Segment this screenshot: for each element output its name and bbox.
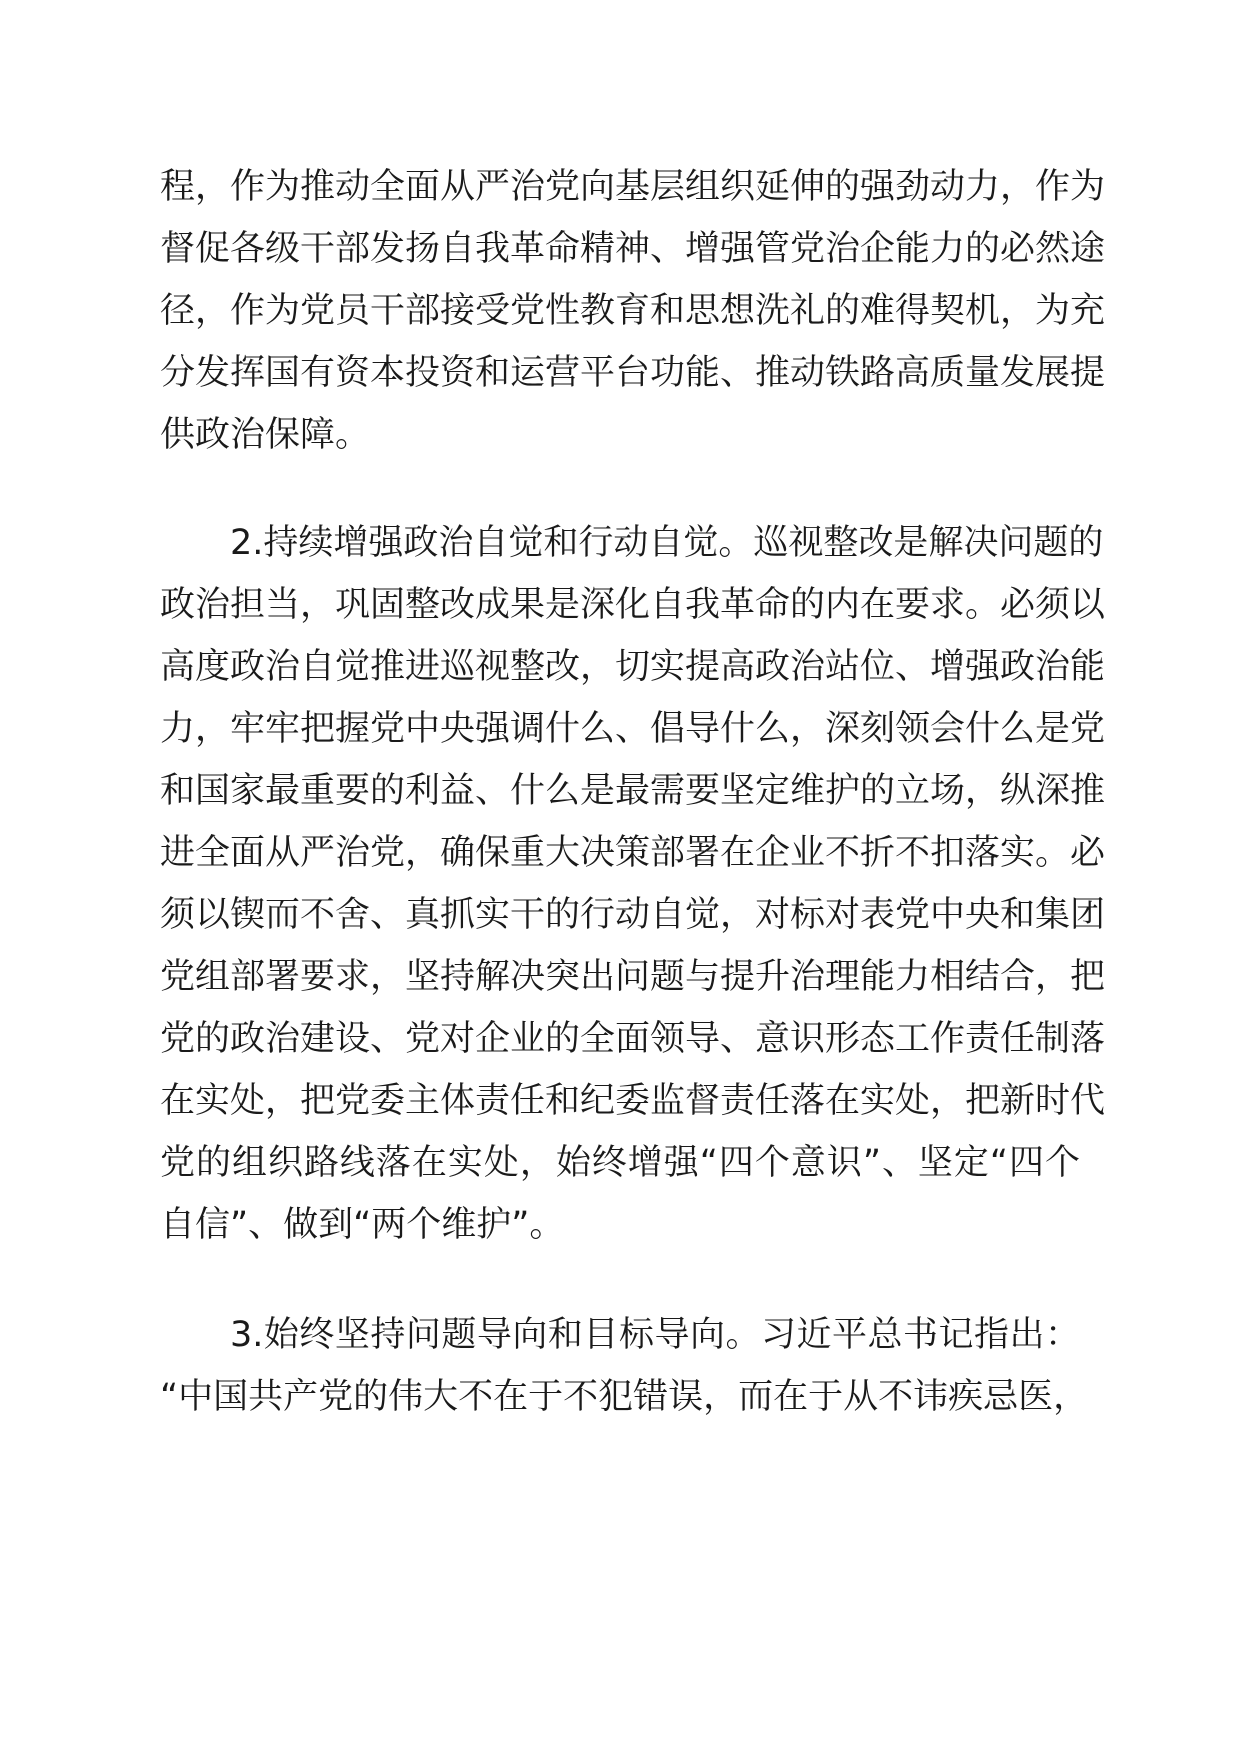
paragraph-2-line-11: 党的组织路线落在实处，始终增强“四个意识”、坚定“四个 bbox=[160, 1143, 1080, 1183]
paragraph-2-line-7: 须以锲而不舍、真抓实干的行动自觉，对标对表党中央和集团 bbox=[160, 895, 1106, 935]
paragraph-1-line-2: 督促各级干部发扬自我革命精神、增强管党治企能力的必然途 bbox=[160, 229, 1106, 269]
paragraph-2-line-1: 2.持续增强政治自觉和行动自觉。巡视整改是解决问题的 bbox=[230, 523, 1104, 563]
paragraph-1-line-3: 径，作为党员干部接受党性教育和思想洗礼的难得契机，为充 bbox=[160, 291, 1106, 331]
paragraph-1-line-4: 分发挥国有资本投资和运营平台功能、推动铁路高质量发展提 bbox=[160, 353, 1106, 393]
paragraph-2-line-12: 自信”、做到“两个维护”。 bbox=[160, 1205, 565, 1245]
paragraph-2-line-4: 力，牢牢把握党中央强调什么、倡导什么，深刻领会什么是党 bbox=[160, 709, 1106, 749]
paragraph-2-line-9: 党的政治建设、党对企业的全面领导、意识形态工作责任制落 bbox=[160, 1019, 1106, 1059]
paragraph-2-line-5: 和国家最重要的利益、什么是最需要坚定维护的立场，纵深推 bbox=[160, 771, 1106, 811]
paragraph-2-line-10: 在实处，把党委主体责任和纪委监督责任落在实处，把新时代 bbox=[160, 1081, 1106, 1121]
paragraph-1-line-5: 供政治保障。 bbox=[160, 415, 371, 455]
paragraph-2-line-2: 政治担当，巩固整改成果是深化自我革命的内在要求。必须以 bbox=[160, 585, 1106, 625]
paragraph-1-line-1: 程，作为推动全面从严治党向基层组织延伸的强劲动力，作为 bbox=[160, 167, 1106, 207]
paragraph-2-line-3: 高度政治自觉推进巡视整改，切实提高政治站位、增强政治能 bbox=[160, 647, 1106, 687]
paragraph-3-line-2: “中国共产党的伟大不在于不犯错误，而在于从不讳疾忌医， bbox=[160, 1377, 1089, 1417]
paragraph-2-line-8: 党组部署要求，坚持解决突出问题与提升治理能力相结合，把 bbox=[160, 957, 1106, 997]
paragraph-2-line-6: 进全面从严治党，确保重大决策部署在企业不折不扣落实。必 bbox=[160, 833, 1106, 873]
paragraph-3-line-1: 3.始终坚持问题导向和目标导向。习近平总书记指出： bbox=[230, 1315, 1080, 1355]
